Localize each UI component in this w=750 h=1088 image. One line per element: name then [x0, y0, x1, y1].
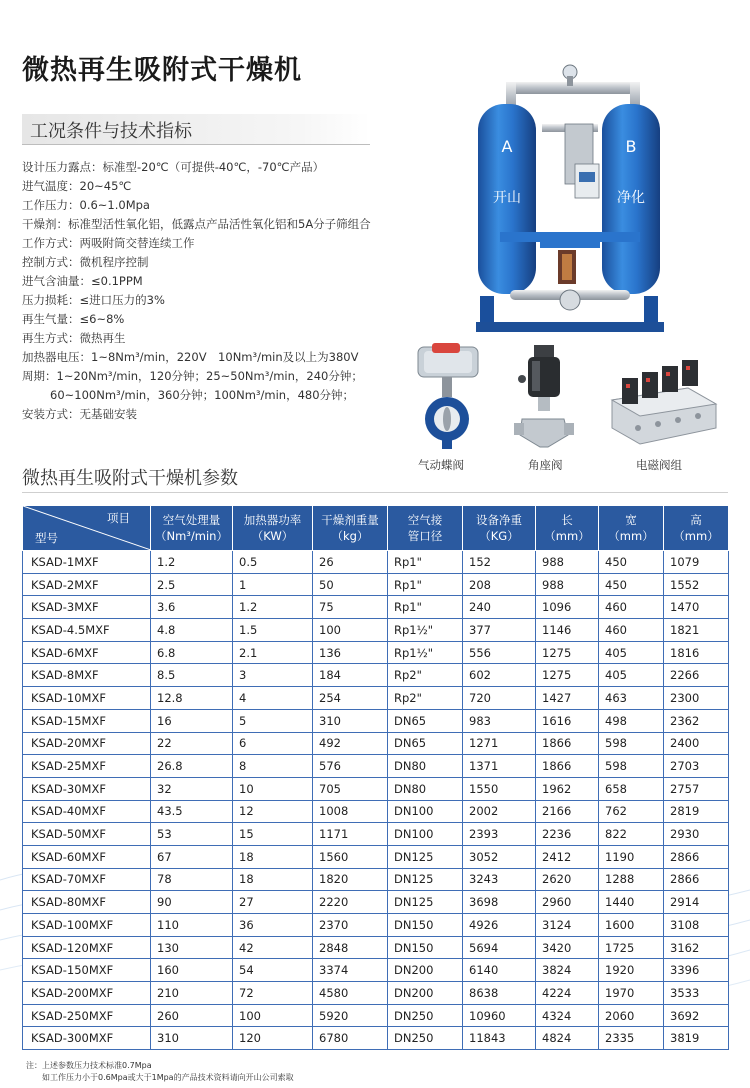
value-cell: DN150: [388, 936, 463, 959]
tank-b-label: B: [625, 137, 637, 156]
value-cell: Rp2": [388, 664, 463, 687]
value-cell: DN65: [388, 732, 463, 755]
value-cell: 54: [233, 959, 313, 982]
value-cell: 1866: [536, 732, 599, 755]
corner-header-cell: [23, 506, 151, 551]
spec-item: 进气温度：20~45℃: [22, 179, 132, 193]
value-cell: 2.1: [233, 641, 313, 664]
value-cell: 12: [233, 800, 313, 823]
value-cell: 2703: [664, 755, 729, 778]
table-row: [23, 755, 729, 778]
table-row: [23, 619, 729, 642]
model-cell: KSAD-20MXF: [23, 732, 151, 755]
value-cell: 36: [233, 914, 313, 937]
value-cell: 3.6: [151, 596, 233, 619]
value-cell: 208: [463, 573, 536, 596]
table-row: [23, 1004, 729, 1027]
value-cell: 1275: [536, 664, 599, 687]
value-cell: 1821: [664, 619, 729, 642]
table-row: [23, 664, 729, 687]
spec-item: 压力损耗：≤进口压力的3%: [22, 293, 165, 307]
table-row: [23, 596, 729, 619]
value-cell: 4324: [536, 1004, 599, 1027]
value-cell: 67: [151, 845, 233, 868]
value-cell: 1427: [536, 687, 599, 710]
value-cell: 12.8: [151, 687, 233, 710]
value-cell: 78: [151, 868, 233, 891]
value-cell: 100: [233, 1004, 313, 1027]
value-cell: 2412: [536, 845, 599, 868]
column-header-line: 空气接: [407, 513, 443, 527]
value-cell: 450: [599, 573, 664, 596]
value-cell: 1008: [313, 800, 388, 823]
value-cell: 240: [463, 596, 536, 619]
spec-item: 设计压力露点：标准型-20℃（可提供-40℃，-70℃产品）: [22, 160, 325, 174]
value-cell: 492: [313, 732, 388, 755]
model-cell: KSAD-1MXF: [23, 551, 151, 574]
value-cell: 2300: [664, 687, 729, 710]
value-cell: 11843: [463, 1027, 536, 1050]
value-cell: 1.2: [233, 596, 313, 619]
value-cell: 2166: [536, 800, 599, 823]
value-cell: Rp2": [388, 687, 463, 710]
model-cell: KSAD-80MXF: [23, 891, 151, 914]
dryer-machine-image: [470, 64, 670, 339]
model-cell: KSAD-2MXF: [23, 573, 151, 596]
spec-item: 周期：1~20Nm³/min，120分钟；25~50Nm³/min，240分钟；: [22, 369, 363, 383]
value-cell: 1560: [313, 845, 388, 868]
value-cell: 598: [599, 755, 664, 778]
table-row: [23, 687, 729, 710]
table-row: [23, 845, 729, 868]
model-cell: KSAD-100MXF: [23, 914, 151, 937]
value-cell: 1725: [599, 936, 664, 959]
value-cell: 405: [599, 664, 664, 687]
table-row: [23, 641, 729, 664]
value-cell: 2620: [536, 868, 599, 891]
value-cell: 988: [536, 551, 599, 574]
value-cell: 8.5: [151, 664, 233, 687]
value-cell: 5920: [313, 1004, 388, 1027]
value-cell: 1079: [664, 551, 729, 574]
table-body: [23, 551, 729, 1050]
value-cell: 4926: [463, 914, 536, 937]
value-cell: 1600: [599, 914, 664, 937]
value-cell: 1271: [463, 732, 536, 755]
page-title: 微热再生吸附式干燥机: [22, 55, 302, 86]
value-cell: 6140: [463, 959, 536, 982]
value-cell: 2866: [664, 868, 729, 891]
table-row: [23, 709, 729, 732]
value-cell: 1288: [599, 868, 664, 891]
value-cell: 27: [233, 891, 313, 914]
spec-item: 加热器电压：1~8Nm³/min，220V 10Nm³/min及以上为380V: [22, 350, 359, 364]
subtitle-bar: [22, 114, 370, 145]
value-cell: Rp1": [388, 573, 463, 596]
value-cell: 2866: [664, 845, 729, 868]
value-cell: 90: [151, 891, 233, 914]
value-cell: 4: [233, 687, 313, 710]
value-cell: 2236: [536, 823, 599, 846]
solenoid-valve-group-image: [608, 348, 718, 448]
table-header-row: [23, 506, 729, 551]
value-cell: 1920: [599, 959, 664, 982]
value-cell: 822: [599, 823, 664, 846]
value-cell: 310: [151, 1027, 233, 1050]
value-cell: DN100: [388, 800, 463, 823]
table-row: [23, 868, 729, 891]
table-row: [23, 936, 729, 959]
value-cell: 2400: [664, 732, 729, 755]
value-cell: 1866: [536, 755, 599, 778]
value-cell: 2335: [599, 1027, 664, 1050]
value-cell: DN80: [388, 755, 463, 778]
value-cell: 8: [233, 755, 313, 778]
value-cell: 260: [151, 1004, 233, 1027]
value-cell: 42: [233, 936, 313, 959]
value-cell: 602: [463, 664, 536, 687]
value-cell: 1.5: [233, 619, 313, 642]
value-cell: 988: [536, 573, 599, 596]
value-cell: 1970: [599, 982, 664, 1005]
column-header-line: 空气处理量: [162, 513, 221, 527]
value-cell: 2220: [313, 891, 388, 914]
spec-item: 再生气量：≤6~8%: [22, 312, 125, 326]
value-cell: 3420: [536, 936, 599, 959]
value-cell: 3819: [664, 1027, 729, 1050]
value-cell: 1275: [536, 641, 599, 664]
value-cell: 2848: [313, 936, 388, 959]
value-cell: DN125: [388, 845, 463, 868]
column-header: [151, 506, 233, 551]
model-cell: KSAD-25MXF: [23, 755, 151, 778]
value-cell: 4824: [536, 1027, 599, 1050]
value-cell: 3108: [664, 914, 729, 937]
spec-item: 工作压力：0.6~1.0Mpa: [22, 198, 150, 212]
value-cell: 498: [599, 709, 664, 732]
value-cell: 4.8: [151, 619, 233, 642]
value-cell: 463: [599, 687, 664, 710]
value-cell: 4224: [536, 982, 599, 1005]
value-cell: 983: [463, 709, 536, 732]
table-row: [23, 573, 729, 596]
column-header-line: （KW）: [251, 529, 294, 543]
value-cell: 1440: [599, 891, 664, 914]
angle-seat-valve-image: [514, 343, 574, 449]
value-cell: 598: [599, 732, 664, 755]
model-cell: KSAD-30MXF: [23, 777, 151, 800]
value-cell: 705: [313, 777, 388, 800]
part-label-solenoid-valve-group: 电磁阀组: [636, 458, 682, 472]
value-cell: 254: [313, 687, 388, 710]
tank-a-label: A: [501, 137, 513, 156]
value-cell: 130: [151, 936, 233, 959]
part-label-butterfly-valve: 气动蝶阀: [418, 458, 464, 472]
value-cell: Rp1": [388, 551, 463, 574]
value-cell: 120: [233, 1027, 313, 1050]
value-cell: 2757: [664, 777, 729, 800]
value-cell: 1.2: [151, 551, 233, 574]
value-cell: 210: [151, 982, 233, 1005]
column-header-line: （kg）: [331, 529, 369, 543]
model-cell: KSAD-300MXF: [23, 1027, 151, 1050]
brand-left-label: 开山: [493, 190, 521, 206]
table-row: [23, 823, 729, 846]
value-cell: DN80: [388, 777, 463, 800]
value-cell: DN250: [388, 1027, 463, 1050]
value-cell: 405: [599, 641, 664, 664]
value-cell: DN200: [388, 959, 463, 982]
value-cell: 1616: [536, 709, 599, 732]
value-cell: 2914: [664, 891, 729, 914]
footnote-line: 如工作压力小于0.6Mpa或大于1Mpa的产品技术资料请向开山公司索取: [26, 1073, 294, 1082]
value-cell: 3162: [664, 936, 729, 959]
value-cell: 50: [313, 573, 388, 596]
value-cell: 1470: [664, 596, 729, 619]
value-cell: 3374: [313, 959, 388, 982]
table-row: [23, 800, 729, 823]
value-cell: 1: [233, 573, 313, 596]
value-cell: 5: [233, 709, 313, 732]
value-cell: 152: [463, 551, 536, 574]
value-cell: 3824: [536, 959, 599, 982]
spec-item: 再生方式：微热再生: [22, 331, 126, 345]
column-header: [233, 506, 313, 551]
value-cell: 26: [313, 551, 388, 574]
value-cell: 1816: [664, 641, 729, 664]
value-cell: DN125: [388, 891, 463, 914]
spec-item: 工作方式：两吸附筒交替连续工作: [22, 236, 195, 250]
corner-item-label: 项目: [107, 511, 130, 525]
column-header: [313, 506, 388, 551]
footnote-line: 注：上述参数压力技术标准0.7Mpa: [26, 1061, 152, 1070]
value-cell: 3533: [664, 982, 729, 1005]
value-cell: 377: [463, 619, 536, 642]
spec-list: [22, 158, 442, 424]
spec-item: 安装方式：无基础安装: [22, 407, 137, 421]
column-header: [388, 506, 463, 551]
value-cell: DN65: [388, 709, 463, 732]
value-cell: 1550: [463, 777, 536, 800]
value-cell: 450: [599, 551, 664, 574]
value-cell: DN250: [388, 1004, 463, 1027]
value-cell: 100: [313, 619, 388, 642]
value-cell: 160: [151, 959, 233, 982]
corner-model-label: 型号: [35, 531, 58, 545]
column-header-line: 长: [561, 513, 573, 527]
model-cell: KSAD-8MXF: [23, 664, 151, 687]
value-cell: 5694: [463, 936, 536, 959]
value-cell: 1190: [599, 845, 664, 868]
column-header: [599, 506, 664, 551]
value-cell: 10: [233, 777, 313, 800]
value-cell: 43.5: [151, 800, 233, 823]
spec-item: 进气含油量：≤0.1PPM: [22, 274, 143, 288]
value-cell: 6: [233, 732, 313, 755]
model-cell: KSAD-60MXF: [23, 845, 151, 868]
value-cell: Rp1": [388, 596, 463, 619]
model-cell: KSAD-50MXF: [23, 823, 151, 846]
column-header: [664, 506, 729, 551]
brand-right-label: 净化: [617, 190, 645, 206]
value-cell: 460: [599, 596, 664, 619]
value-cell: 4580: [313, 982, 388, 1005]
value-cell: DN200: [388, 982, 463, 1005]
value-cell: 3692: [664, 1004, 729, 1027]
value-cell: Rp1½": [388, 619, 463, 642]
value-cell: 6.8: [151, 641, 233, 664]
table-section-title: 微热再生吸附式干燥机参数: [22, 468, 238, 489]
column-header-line: （Nm³/min）: [155, 529, 228, 543]
value-cell: 53: [151, 823, 233, 846]
value-cell: 15: [233, 823, 313, 846]
value-cell: 2930: [664, 823, 729, 846]
model-cell: KSAD-70MXF: [23, 868, 151, 891]
model-cell: KSAD-3MXF: [23, 596, 151, 619]
part-label-angle-seat-valve: 角座阀: [528, 458, 563, 472]
model-cell: KSAD-250MXF: [23, 1004, 151, 1027]
value-cell: 6780: [313, 1027, 388, 1050]
column-header-line: （mm）: [544, 529, 590, 543]
model-cell: KSAD-10MXF: [23, 687, 151, 710]
column-header-line: （mm）: [673, 529, 719, 543]
value-cell: 2362: [664, 709, 729, 732]
value-cell: 576: [313, 755, 388, 778]
value-cell: 10960: [463, 1004, 536, 1027]
value-cell: Rp1½": [388, 641, 463, 664]
table-row: [23, 732, 729, 755]
column-header-line: 干燥剂重量: [321, 513, 379, 527]
value-cell: 72: [233, 982, 313, 1005]
table-row: [23, 1027, 729, 1050]
value-cell: 26.8: [151, 755, 233, 778]
value-cell: 32: [151, 777, 233, 800]
value-cell: DN100: [388, 823, 463, 846]
value-cell: 0.5: [233, 551, 313, 574]
table-row: [23, 959, 729, 982]
section-subtitle: 工况条件与技术指标: [30, 121, 192, 142]
section-divider: [22, 492, 728, 493]
value-cell: 658: [599, 777, 664, 800]
table-row: [23, 982, 729, 1005]
value-cell: 1820: [313, 868, 388, 891]
model-cell: KSAD-6MXF: [23, 641, 151, 664]
spec-item: 60~100Nm³/min，360分钟；100Nm³/min，480分钟；: [50, 388, 355, 402]
column-header-line: （KG）: [479, 529, 519, 543]
value-cell: 762: [599, 800, 664, 823]
value-cell: 18: [233, 845, 313, 868]
value-cell: 460: [599, 619, 664, 642]
value-cell: 1096: [536, 596, 599, 619]
value-cell: 136: [313, 641, 388, 664]
value-cell: 8638: [463, 982, 536, 1005]
value-cell: DN150: [388, 914, 463, 937]
value-cell: 16: [151, 709, 233, 732]
value-cell: 2.5: [151, 573, 233, 596]
column-header-line: 管口径: [407, 529, 443, 543]
butterfly-valve-image: [416, 343, 484, 449]
value-cell: 3698: [463, 891, 536, 914]
parameter-table: [22, 505, 729, 1050]
value-cell: 1371: [463, 755, 536, 778]
value-cell: 2060: [599, 1004, 664, 1027]
value-cell: 1146: [536, 619, 599, 642]
column-header: [463, 506, 536, 551]
value-cell: DN125: [388, 868, 463, 891]
column-header-line: （mm）: [608, 529, 654, 543]
table-row: [23, 777, 729, 800]
column-header-line: 设备净重: [476, 513, 522, 527]
table-row: [23, 914, 729, 937]
value-cell: 1962: [536, 777, 599, 800]
value-cell: 3: [233, 664, 313, 687]
value-cell: 18: [233, 868, 313, 891]
value-cell: 1552: [664, 573, 729, 596]
value-cell: 720: [463, 687, 536, 710]
value-cell: 110: [151, 914, 233, 937]
column-header-line: 高: [690, 513, 702, 527]
value-cell: 75: [313, 596, 388, 619]
model-cell: KSAD-40MXF: [23, 800, 151, 823]
value-cell: 2002: [463, 800, 536, 823]
value-cell: 2370: [313, 914, 388, 937]
model-cell: KSAD-4.5MXF: [23, 619, 151, 642]
table-row: [23, 891, 729, 914]
column-header-line: 宽: [625, 513, 637, 527]
model-cell: KSAD-120MXF: [23, 936, 151, 959]
value-cell: 556: [463, 641, 536, 664]
value-cell: 2393: [463, 823, 536, 846]
spec-item: 干燥剂：标准型活性氧化铝，低露点产品活性氧化铝和5A分子筛组合: [22, 217, 371, 231]
column-header-line: 加热器功率: [243, 513, 302, 527]
value-cell: 2266: [664, 664, 729, 687]
model-cell: KSAD-15MXF: [23, 709, 151, 732]
value-cell: 184: [313, 664, 388, 687]
value-cell: 1171: [313, 823, 388, 846]
footnote: [26, 1060, 294, 1084]
value-cell: 3052: [463, 845, 536, 868]
model-cell: KSAD-150MXF: [23, 959, 151, 982]
value-cell: 2819: [664, 800, 729, 823]
spec-item: 控制方式：微机程序控制: [22, 255, 149, 269]
value-cell: 22: [151, 732, 233, 755]
value-cell: 310: [313, 709, 388, 732]
column-header: [536, 506, 599, 551]
table-row: [23, 551, 729, 574]
value-cell: 3124: [536, 914, 599, 937]
value-cell: 3396: [664, 959, 729, 982]
model-cell: KSAD-200MXF: [23, 982, 151, 1005]
value-cell: 2960: [536, 891, 599, 914]
value-cell: 3243: [463, 868, 536, 891]
